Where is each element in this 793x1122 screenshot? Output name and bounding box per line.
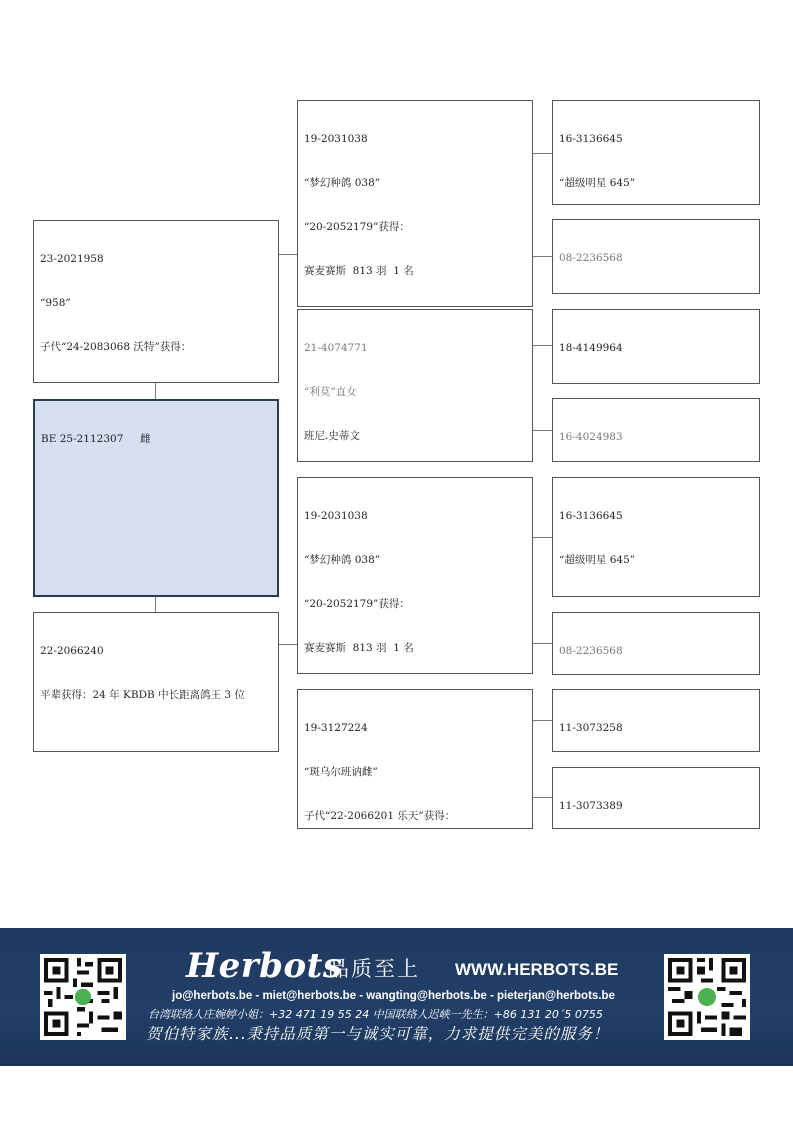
herbots-logo: Herbots bbox=[186, 946, 343, 986]
connector-line bbox=[533, 345, 552, 346]
contact-persons: 台湾联络人庄婉婷小姐：+32 471 19 55 24 中国联络人迟峡一先生：+86 131 20´5 0755 bbox=[148, 1008, 603, 1021]
dsd-box bbox=[552, 612, 760, 675]
qr-code-icon bbox=[40, 954, 126, 1040]
dds-box bbox=[552, 689, 760, 752]
footer-banner bbox=[0, 928, 793, 1066]
dam-box bbox=[33, 612, 279, 752]
sds-box bbox=[552, 309, 760, 384]
connector-line bbox=[533, 643, 552, 644]
connector-line bbox=[533, 537, 552, 538]
subject-ring: BE 25-2112307 bbox=[41, 433, 124, 446]
ring-number: 18-4149964 bbox=[559, 342, 623, 355]
sire-sire-box bbox=[297, 100, 533, 307]
sire-dam-box bbox=[297, 309, 533, 462]
pedigree-line: 赛麦赛斯 813 羽 1 名 bbox=[304, 641, 414, 654]
ring-number: 19-2031038 bbox=[304, 510, 368, 523]
dam-dam-box bbox=[297, 689, 533, 829]
slogan-text: 品质至上 bbox=[328, 957, 420, 981]
sire-box bbox=[33, 220, 279, 383]
pedigree-line: “超级明星 645” bbox=[559, 553, 636, 566]
pedigree-line: “20-2052179”获得： bbox=[304, 220, 410, 233]
sss-box bbox=[552, 100, 760, 205]
subject-sex: 雌 bbox=[140, 433, 151, 446]
pedigree-line: 班尼.史蒂文 bbox=[304, 429, 360, 442]
ring-number: 21-4074771 bbox=[304, 342, 368, 355]
connector-line bbox=[533, 797, 552, 798]
pedigree-line: “利莫”直女 bbox=[304, 385, 357, 398]
connector-line bbox=[533, 720, 552, 721]
family-motto: 贺伯特家族...秉持品质第一与诚实可靠，力求提供完美的服务！ bbox=[146, 1025, 610, 1043]
pedigree-line: “超级明星 645” bbox=[559, 176, 636, 189]
ring-number: 16-3136645 bbox=[559, 510, 623, 523]
ring-number: 23-2021958 bbox=[40, 253, 104, 266]
sdd-box bbox=[552, 398, 760, 462]
pedigree-line: “958” bbox=[40, 296, 71, 309]
pedigree-line: “20-2052179”获得： bbox=[304, 597, 410, 610]
ring-number: 19-2031038 bbox=[304, 133, 368, 146]
pedigree-line: 子代“22-2066201 乐天”获得： bbox=[304, 809, 456, 822]
pedigree-line: “梦幻种鸽 038” bbox=[304, 176, 381, 189]
ssd-box bbox=[552, 219, 760, 294]
website-link[interactable]: WWW.HERBOTS.BE bbox=[455, 960, 619, 979]
connector-line bbox=[533, 430, 552, 431]
pedigree-line: “斑乌尔班讷雌” bbox=[304, 765, 378, 778]
pedigree-line: 子代“24-2083068 沃特”获得： bbox=[40, 340, 192, 353]
connector-line bbox=[155, 597, 156, 612]
pedigree-line: 赛麦赛斯 813 羽 1 名 bbox=[304, 264, 414, 277]
pedigree-line: “梦幻种鸽 038” bbox=[304, 553, 381, 566]
subject-box bbox=[33, 399, 279, 597]
connector-line bbox=[533, 153, 552, 154]
dss-box bbox=[552, 477, 760, 597]
ring-number: 19-3127224 bbox=[304, 722, 368, 735]
ring-number: 16-4024983 bbox=[559, 431, 623, 444]
ring-number: 16-3136645 bbox=[559, 133, 623, 146]
email-addresses[interactable]: jo@herbots.be - miet@herbots.be - wangting@herbots.be - pieterjan@herbots.be bbox=[172, 990, 615, 1002]
connector-line bbox=[279, 254, 297, 255]
ring-number: 11-3073389 bbox=[559, 800, 623, 813]
connector-line bbox=[279, 644, 297, 645]
dam-sire-box bbox=[297, 477, 533, 674]
connector-line bbox=[533, 256, 552, 257]
connector-line bbox=[155, 383, 156, 399]
pedigree-line: 平辈获得：24 年 KBDB 中长距离鸽王 3 位 bbox=[40, 688, 245, 701]
wechat-qr-code-icon bbox=[664, 954, 750, 1040]
ring-number: 08-2236568 bbox=[559, 645, 623, 658]
ring-number: 08-2236568 bbox=[559, 252, 623, 265]
ring-number: 11-3073258 bbox=[559, 722, 623, 735]
ddd-box bbox=[552, 767, 760, 829]
ring-number: 22-2066240 bbox=[40, 645, 104, 658]
